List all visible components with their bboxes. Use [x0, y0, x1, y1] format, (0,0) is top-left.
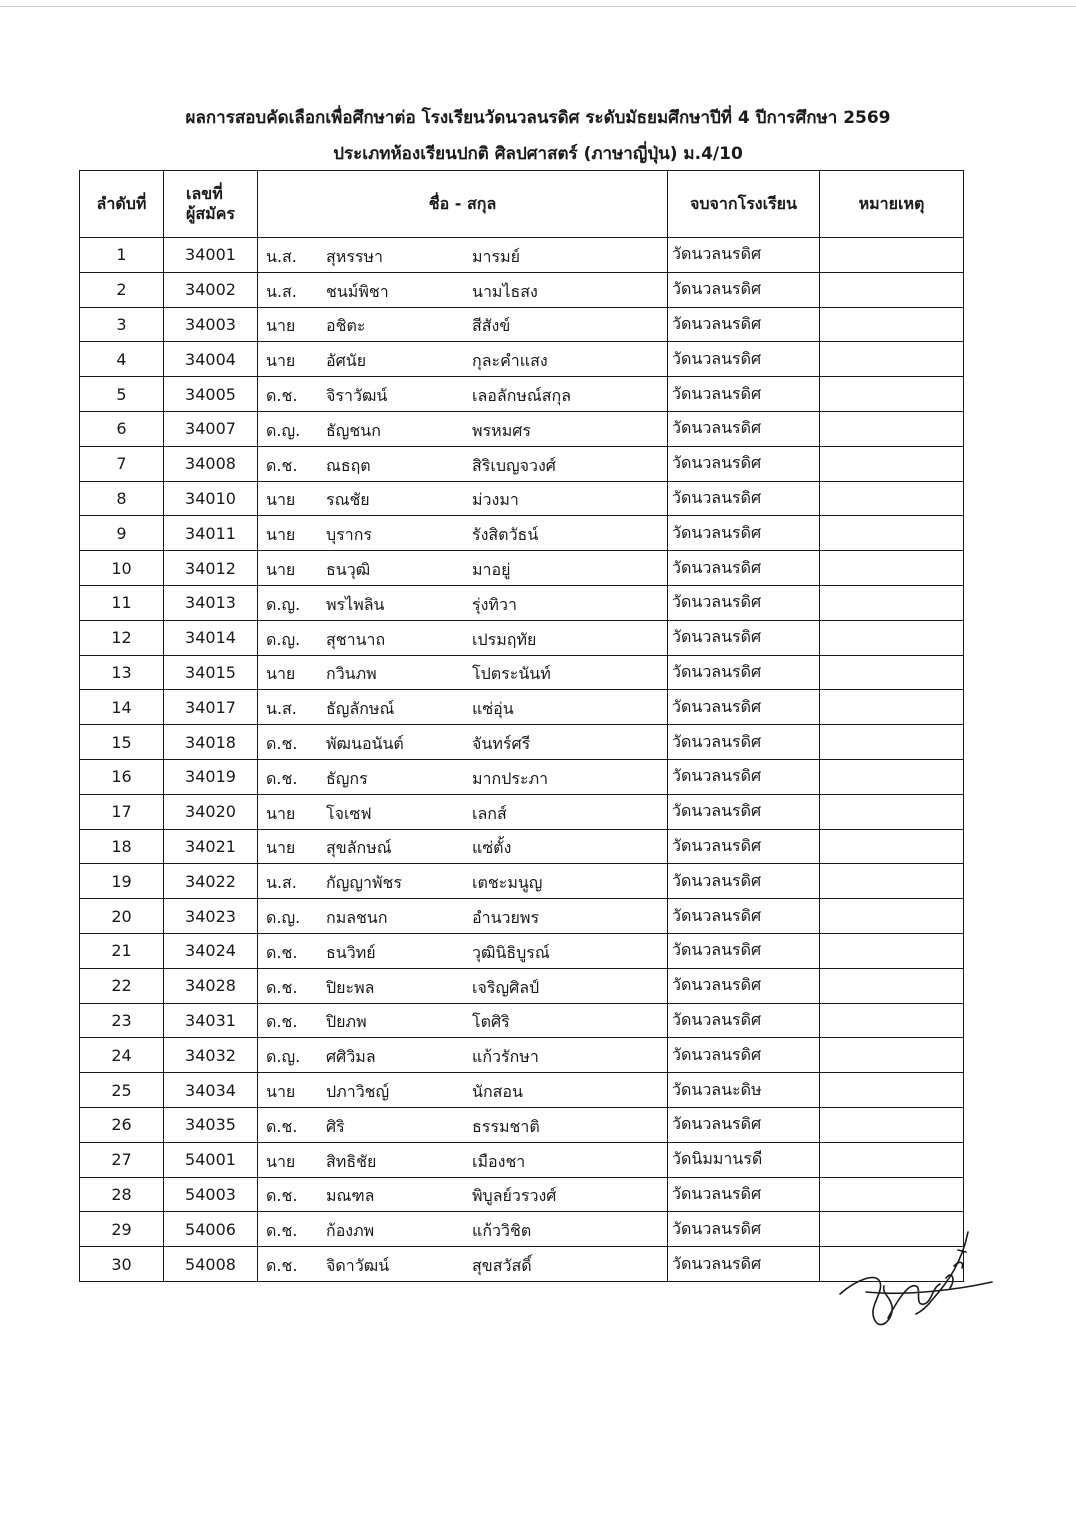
- first-name: ธัญชนก: [326, 420, 381, 440]
- cell-remark: [820, 759, 964, 794]
- cell-school: วัดนวลนรดิศ: [668, 551, 820, 586]
- page-top-rule: [0, 6, 1076, 7]
- cell-school: วัดนวลนะดิษ: [668, 1073, 820, 1108]
- cell-remark: [820, 238, 964, 273]
- cell-remark: [820, 307, 964, 342]
- table-row: [80, 1073, 964, 1108]
- cell-full-name: [258, 516, 668, 551]
- first-name: ปิยภพ: [326, 1012, 367, 1032]
- cell-full-name: [258, 1177, 668, 1212]
- cell-no: 10: [80, 551, 164, 586]
- name-prefix: นาย: [266, 838, 296, 858]
- cell-full-name: [258, 411, 668, 446]
- cell-no: 19: [80, 864, 164, 899]
- table-row: [80, 829, 964, 864]
- cell-applicant-id: 34001: [164, 238, 258, 273]
- cell-no: 7: [80, 446, 164, 481]
- cell-applicant-id: 34024: [164, 933, 258, 968]
- cell-full-name: [258, 585, 668, 620]
- cell-remark: [820, 551, 964, 586]
- name-prefix: น.ส.: [266, 246, 297, 266]
- last-name: เตชะมนูญ: [472, 873, 543, 893]
- name-prefix: ด.ช.: [266, 734, 298, 754]
- last-name: มารมย์: [472, 246, 521, 266]
- cell-no: 4: [80, 342, 164, 377]
- cell-applicant-id: 34012: [164, 551, 258, 586]
- name-prefix: นาย: [266, 1151, 296, 1171]
- cell-school: วัดนวลนรดิศ: [668, 933, 820, 968]
- cell-full-name: [258, 1247, 668, 1282]
- name-prefix: ด.ช.: [266, 1256, 298, 1275]
- name-prefix: นาย: [266, 316, 296, 336]
- cell-school: วัดนวลนรดิศ: [668, 1003, 820, 1038]
- last-name: เปรมฤทัย: [472, 629, 537, 649]
- cell-no: 25: [80, 1073, 164, 1108]
- cell-no: 30: [80, 1247, 164, 1282]
- cell-full-name: [258, 725, 668, 760]
- cell-full-name: [258, 933, 668, 968]
- name-prefix: ด.ญ.: [266, 420, 301, 440]
- last-name: มากประภา: [472, 768, 549, 788]
- cell-no: 2: [80, 272, 164, 307]
- last-name: ม่วงมา: [472, 490, 519, 510]
- cell-full-name: [258, 655, 668, 690]
- cell-full-name: [258, 1107, 668, 1142]
- cell-remark: [820, 585, 964, 620]
- table-row: [80, 307, 964, 342]
- last-name: นามไธสง: [472, 281, 538, 301]
- first-name: ก้องภพ: [326, 1221, 375, 1241]
- cell-no: 26: [80, 1107, 164, 1142]
- document-subtitle: ประเภทห้องเรียนปกติ ศิลปศาสตร์ (ภาษาญี่ปุ่น) ม.4/10: [333, 144, 743, 164]
- cell-no: 23: [80, 1003, 164, 1038]
- cell-no: 24: [80, 1038, 164, 1073]
- header-school: จบจากโรงเรียน: [668, 171, 820, 238]
- table-row: [80, 620, 964, 655]
- table-row: [80, 725, 964, 760]
- table-row: [80, 864, 964, 899]
- last-name: โปตระนันท์: [472, 664, 551, 684]
- table-row: [80, 377, 964, 412]
- cell-no: 16: [80, 759, 164, 794]
- cell-applicant-id: 54003: [164, 1177, 258, 1212]
- name-prefix: นาย: [266, 490, 296, 510]
- cell-school: วัดนวลนรดิศ: [668, 516, 820, 551]
- cell-full-name: [258, 759, 668, 794]
- table-row: [80, 655, 964, 690]
- table-row: [80, 342, 964, 377]
- cell-no: 28: [80, 1177, 164, 1212]
- last-name: ธรรมชาติ: [472, 1116, 540, 1136]
- cell-school: วัดนวลนรดิศ: [668, 272, 820, 307]
- last-name: แก้ววิชิต: [472, 1221, 532, 1241]
- header-remark: หมายเหตุ: [820, 171, 964, 238]
- cell-applicant-id: 34034: [164, 1073, 258, 1108]
- cell-applicant-id: 34021: [164, 829, 258, 864]
- last-name: พิบูลย์วรวงศ์: [472, 1186, 557, 1206]
- cell-school: วัดนวลนรดิศ: [668, 655, 820, 690]
- cell-remark: [820, 1038, 964, 1073]
- last-name: แก้วรักษา: [472, 1047, 539, 1067]
- last-name: เจริญศิลป์: [472, 977, 540, 997]
- cell-full-name: [258, 551, 668, 586]
- header-id-line1: เลขที่: [186, 184, 223, 203]
- cell-applicant-id: 34023: [164, 899, 258, 934]
- cell-remark: [820, 342, 964, 377]
- table-row: [80, 1142, 964, 1177]
- first-name: รณชัย: [326, 490, 370, 510]
- first-name: กัญญาพัชร: [326, 873, 402, 893]
- cell-applicant-id: 34015: [164, 655, 258, 690]
- table-row: [80, 1003, 964, 1038]
- last-name: รังสิตวัธน์: [472, 525, 539, 545]
- cell-school: วัดนิมมานรดี: [668, 1142, 820, 1177]
- name-prefix: นาย: [266, 560, 296, 580]
- cell-school: วัดนวลนรดิศ: [668, 481, 820, 516]
- cell-full-name: [258, 1003, 668, 1038]
- name-prefix: ด.ญ.: [266, 1047, 301, 1067]
- first-name: สุหรรษา: [326, 246, 384, 266]
- cell-applicant-id: 34004: [164, 342, 258, 377]
- cell-remark: [820, 377, 964, 412]
- cell-remark: [820, 655, 964, 690]
- cell-remark: [820, 1177, 964, 1212]
- cell-applicant-id: 34013: [164, 585, 258, 620]
- cell-applicant-id: 34007: [164, 411, 258, 446]
- header-name: ชื่อ - สกุล: [258, 171, 668, 238]
- first-name: ปภาวิชญ์: [326, 1082, 390, 1102]
- first-name: ธนวุฒิ: [326, 560, 371, 580]
- cell-no: 12: [80, 620, 164, 655]
- cell-applicant-id: 34035: [164, 1107, 258, 1142]
- cell-school: วัดนวลนรดิศ: [668, 307, 820, 342]
- cell-school: วัดนวลนรดิศ: [668, 238, 820, 273]
- cell-no: 21: [80, 933, 164, 968]
- name-prefix: ด.ช.: [266, 977, 298, 997]
- cell-school: วัดนวลนรดิศ: [668, 899, 820, 934]
- cell-school: วัดนวลนรดิศ: [668, 446, 820, 481]
- first-name: อัศนัย: [326, 351, 367, 371]
- last-name: มาอยู่: [472, 560, 511, 580]
- table-row: [80, 1212, 964, 1247]
- name-prefix: ด.ช.: [266, 942, 298, 962]
- last-name: พรหมศร: [472, 420, 531, 440]
- cell-school: วัดนวลนรดิศ: [668, 1177, 820, 1212]
- table-row: [80, 585, 964, 620]
- cell-school: วัดนวลนรดิศ: [668, 1247, 820, 1282]
- table-row: [80, 933, 964, 968]
- handwritten-signature: [836, 1222, 996, 1342]
- cell-applicant-id: 34031: [164, 1003, 258, 1038]
- results-table: [79, 170, 964, 1282]
- first-name: สุขลักษณ์: [326, 838, 392, 858]
- table-row: [80, 481, 964, 516]
- table-row: [80, 1038, 964, 1073]
- cell-remark: [820, 899, 964, 934]
- cell-no: 15: [80, 725, 164, 760]
- last-name: รุ่งทิวา: [472, 594, 517, 614]
- cell-remark: [820, 411, 964, 446]
- cell-applicant-id: 34028: [164, 968, 258, 1003]
- first-name: อชิตะ: [326, 316, 366, 336]
- last-name: สิริเบญจวงศ์: [472, 455, 556, 475]
- cell-remark: [820, 481, 964, 516]
- table-body: [80, 238, 964, 1282]
- cell-remark: [820, 446, 964, 481]
- first-name: ศศิวิมล: [326, 1047, 376, 1067]
- name-prefix: นาย: [266, 664, 296, 684]
- name-prefix: นาย: [266, 351, 296, 371]
- cell-no: 9: [80, 516, 164, 551]
- cell-no: 14: [80, 690, 164, 725]
- cell-applicant-id: 34032: [164, 1038, 258, 1073]
- cell-school: วัดนวลนรดิศ: [668, 968, 820, 1003]
- cell-applicant-id: 54001: [164, 1142, 258, 1177]
- cell-no: 1: [80, 238, 164, 273]
- last-name: เมืองชา: [472, 1151, 526, 1171]
- document-title: ผลการสอบคัดเลือกเพื่อศึกษาต่อ โรงเรียนวัดนวลนรดิศ ระดับมัธยมศึกษาปีที่ 4 ปีการศึกษา 2569: [185, 108, 891, 128]
- cell-full-name: [258, 690, 668, 725]
- table-row: [80, 1247, 964, 1282]
- table-row: [80, 759, 964, 794]
- cell-full-name: [258, 829, 668, 864]
- cell-no: 8: [80, 481, 164, 516]
- name-prefix: ด.ช.: [266, 1186, 298, 1206]
- first-name: ปิยะพล: [326, 977, 375, 997]
- last-name: เลกส์: [472, 803, 507, 823]
- name-prefix: ด.ช.: [266, 455, 298, 475]
- cell-full-name: [258, 968, 668, 1003]
- cell-no: 20: [80, 899, 164, 934]
- cell-remark: [820, 516, 964, 551]
- table-row: [80, 411, 964, 446]
- table-row: [80, 968, 964, 1003]
- first-name: ณธฤต: [326, 455, 371, 475]
- first-name: กมลชนก: [326, 908, 388, 928]
- first-name: ธัญกร: [326, 768, 368, 788]
- cell-applicant-id: 34014: [164, 620, 258, 655]
- first-name: บุรากร: [326, 525, 373, 545]
- table-row: [80, 1107, 964, 1142]
- cell-remark: [820, 272, 964, 307]
- table-row: [80, 1177, 964, 1212]
- table-header-row: [80, 171, 964, 238]
- last-name: จันทร์ศรี: [472, 734, 531, 754]
- cell-remark: [820, 620, 964, 655]
- last-name: แซ่อุ่น: [472, 699, 514, 719]
- cell-school: วัดนวลนรดิศ: [668, 794, 820, 829]
- table-row: [80, 794, 964, 829]
- name-prefix: ด.ญ.: [266, 629, 301, 649]
- table-row: [80, 899, 964, 934]
- first-name: ชนม์พิชา: [326, 281, 389, 301]
- cell-applicant-id: 54006: [164, 1212, 258, 1247]
- cell-no: 6: [80, 411, 164, 446]
- first-name: จิราวัฒน์: [326, 386, 388, 406]
- last-name: แซ่ตั้ง: [472, 838, 512, 858]
- cell-full-name: [258, 1142, 668, 1177]
- name-prefix: นาย: [266, 1082, 296, 1102]
- cell-no: 5: [80, 377, 164, 412]
- cell-full-name: [258, 899, 668, 934]
- first-name: สุชานาถ: [326, 629, 386, 649]
- last-name: โตศิริ: [472, 1012, 510, 1032]
- cell-school: วัดนวลนรดิศ: [668, 585, 820, 620]
- table-row: [80, 551, 964, 586]
- cell-no: 11: [80, 585, 164, 620]
- cell-applicant-id: 34010: [164, 481, 258, 516]
- cell-full-name: [258, 1073, 668, 1108]
- name-prefix: น.ส.: [266, 699, 297, 719]
- cell-full-name: [258, 238, 668, 273]
- cell-school: วัดนวลนรดิศ: [668, 864, 820, 899]
- cell-remark: [820, 1073, 964, 1108]
- cell-no: 13: [80, 655, 164, 690]
- cell-school: วัดนวลนรดิศ: [668, 377, 820, 412]
- cell-remark: [820, 933, 964, 968]
- first-name: กวินภพ: [326, 664, 377, 684]
- cell-applicant-id: 54008: [164, 1247, 258, 1282]
- cell-remark: [820, 1107, 964, 1142]
- name-prefix: ด.ช.: [266, 1221, 298, 1241]
- cell-applicant-id: 34008: [164, 446, 258, 481]
- table-row: [80, 516, 964, 551]
- cell-school: วัดนวลนรดิศ: [668, 411, 820, 446]
- cell-no: 29: [80, 1212, 164, 1247]
- cell-full-name: [258, 794, 668, 829]
- cell-full-name: [258, 377, 668, 412]
- cell-full-name: [258, 864, 668, 899]
- header-id-line2: ผู้สมัคร: [186, 204, 235, 223]
- cell-school: วัดนวลนรดิศ: [668, 1212, 820, 1247]
- cell-remark: [820, 1142, 964, 1177]
- cell-school: วัดนวลนรดิศ: [668, 759, 820, 794]
- last-name: นักสอน: [472, 1082, 523, 1102]
- cell-remark: [820, 1003, 964, 1038]
- cell-full-name: [258, 1212, 668, 1247]
- name-prefix: ด.ญ.: [266, 908, 301, 928]
- first-name: ธนวิทย์: [326, 942, 376, 962]
- cell-remark: [820, 690, 964, 725]
- name-prefix: ด.ช.: [266, 768, 298, 788]
- cell-school: วัดนวลนรดิศ: [668, 690, 820, 725]
- cell-applicant-id: 34002: [164, 272, 258, 307]
- first-name: โจเซฟ: [326, 803, 372, 823]
- table-row: [80, 238, 964, 273]
- name-prefix: ด.ช.: [266, 1116, 298, 1136]
- cell-no: 17: [80, 794, 164, 829]
- name-prefix: นาย: [266, 525, 296, 545]
- cell-remark: [820, 794, 964, 829]
- cell-applicant-id: 34017: [164, 690, 258, 725]
- table-row: [80, 690, 964, 725]
- cell-applicant-id: 34005: [164, 377, 258, 412]
- name-prefix: นาย: [266, 803, 296, 823]
- cell-school: วัดนวลนรดิศ: [668, 725, 820, 760]
- cell-remark: [820, 829, 964, 864]
- first-name: จิดาวัฒน์: [326, 1256, 390, 1275]
- header-no: ลำดับที่: [80, 171, 164, 238]
- cell-full-name: [258, 481, 668, 516]
- first-name: พัฒนอนันต์: [326, 734, 404, 754]
- name-prefix: น.ส.: [266, 281, 297, 301]
- cell-applicant-id: 34019: [164, 759, 258, 794]
- first-name: สิทธิชัย: [326, 1151, 377, 1171]
- cell-remark: [820, 968, 964, 1003]
- cell-no: 18: [80, 829, 164, 864]
- cell-full-name: [258, 1038, 668, 1073]
- cell-school: วัดนวลนรดิศ: [668, 342, 820, 377]
- name-prefix: ด.ช.: [266, 386, 298, 406]
- table-row: [80, 446, 964, 481]
- cell-no: 27: [80, 1142, 164, 1177]
- cell-remark: [820, 725, 964, 760]
- cell-applicant-id: 34020: [164, 794, 258, 829]
- last-name: กุละคำแสง: [472, 351, 548, 371]
- cell-full-name: [258, 307, 668, 342]
- cell-full-name: [258, 620, 668, 655]
- first-name: พรไพลิน: [326, 594, 385, 614]
- cell-full-name: [258, 342, 668, 377]
- last-name: สุขสวัสดิ์: [472, 1256, 532, 1275]
- cell-applicant-id: 34011: [164, 516, 258, 551]
- header-applicant-id: [164, 171, 258, 238]
- cell-no: 3: [80, 307, 164, 342]
- cell-full-name: [258, 272, 668, 307]
- name-prefix: ด.ช.: [266, 1012, 298, 1032]
- cell-no: 22: [80, 968, 164, 1003]
- cell-applicant-id: 34003: [164, 307, 258, 342]
- name-prefix: ด.ญ.: [266, 594, 301, 614]
- cell-school: วัดนวลนรดิศ: [668, 829, 820, 864]
- first-name: ศิริ: [326, 1116, 345, 1136]
- name-prefix: น.ส.: [266, 873, 297, 893]
- cell-full-name: [258, 446, 668, 481]
- last-name: สีสังข์: [472, 316, 511, 336]
- cell-school: วัดนวลนรดิศ: [668, 620, 820, 655]
- table-row: [80, 272, 964, 307]
- first-name: ธัญลักษณ์: [326, 699, 395, 719]
- cell-school: วัดนวลนรดิศ: [668, 1107, 820, 1142]
- last-name: เลอลักษณ์สกุล: [472, 386, 572, 406]
- cell-remark: [820, 864, 964, 899]
- cell-applicant-id: 34018: [164, 725, 258, 760]
- last-name: อำนวยพร: [472, 908, 540, 928]
- first-name: มณฑล: [326, 1186, 375, 1206]
- cell-applicant-id: 34022: [164, 864, 258, 899]
- cell-school: วัดนวลนรดิศ: [668, 1038, 820, 1073]
- last-name: วุฒินิธิบูรณ์: [472, 942, 550, 962]
